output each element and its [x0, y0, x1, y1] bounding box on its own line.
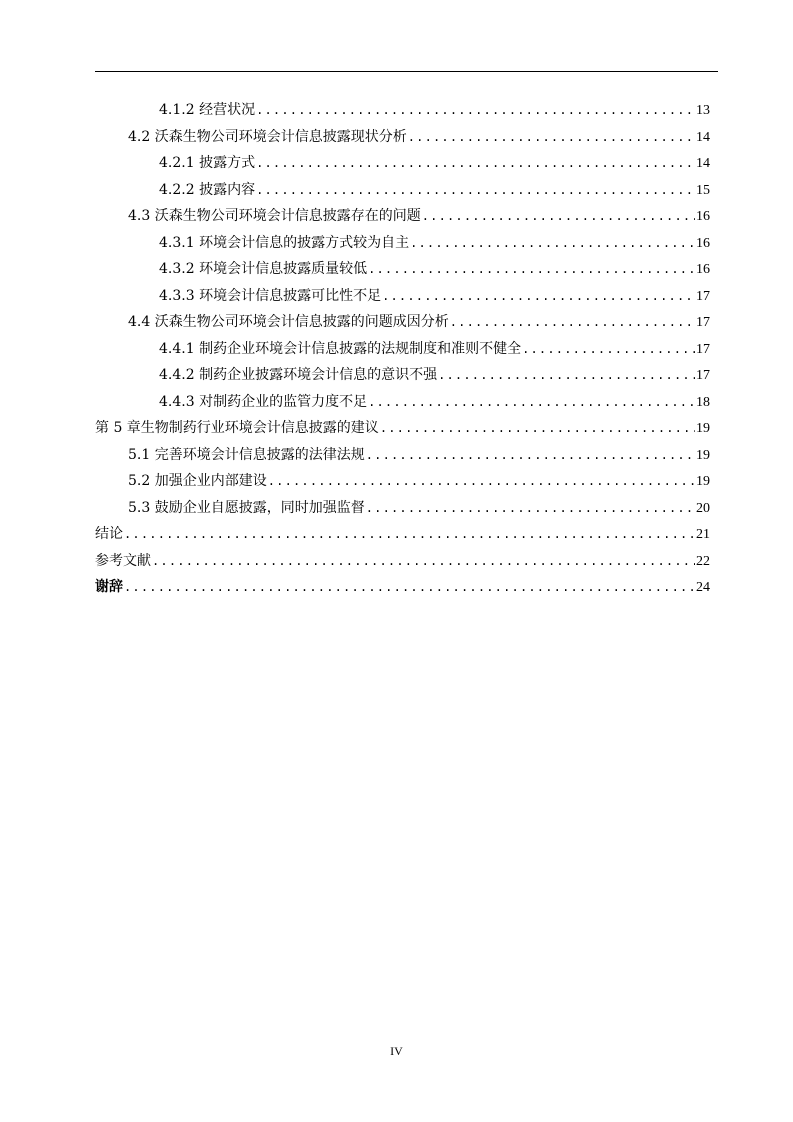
toc-entry[interactable]: [95, 574, 710, 601]
toc-entry-label: 4.4 沃森生物公司环境会计信息披露的问题成因分析: [128, 314, 449, 330]
toc-entry[interactable]: [95, 415, 710, 442]
toc-entry-label: 4.2.2 披露内容: [159, 181, 256, 198]
toc-entry-page: 14: [696, 156, 710, 171]
toc-leader-dots: [450, 309, 695, 336]
toc-entry[interactable]: [95, 548, 710, 575]
toc-entry-label: 4.3.1 环境会计信息的披露方式较为自主: [159, 234, 410, 251]
toc-entry-page: 20: [696, 500, 710, 516]
toc-entry[interactable]: [95, 150, 710, 177]
toc-entry-label: 5.1 完善环境会计信息披露的法律法规: [128, 446, 365, 463]
toc-leader-dots: [256, 97, 695, 124]
toc-entry-page: 19: [696, 474, 710, 489]
toc-entry[interactable]: [95, 177, 710, 204]
toc-leader-dots: [366, 442, 695, 469]
toc-entry-page: 17: [696, 315, 710, 330]
footer-page-number: IV: [390, 1044, 403, 1058]
toc-entry-label: 第 5 章生物制药行业环境会计信息披露的建议: [95, 420, 379, 436]
toc-entry-page: 14: [696, 129, 710, 145]
toc-leader-dots: [368, 256, 695, 283]
toc-entry-page: 19: [696, 447, 710, 463]
toc-leader-dots: [256, 150, 695, 177]
header-rule: [95, 71, 718, 72]
toc-entry[interactable]: [95, 336, 710, 363]
toc-leader-dots: [366, 495, 695, 522]
toc-entry-page: 17: [696, 368, 710, 383]
toc-entry[interactable]: [95, 230, 710, 257]
toc-entry[interactable]: [95, 442, 710, 469]
toc-entry-page: 17: [696, 288, 710, 304]
toc-entry-label: 4.3.3 环境会计信息披露可比性不足: [159, 287, 382, 304]
toc-leader-dots: [256, 177, 695, 204]
toc-leader-dots: [268, 468, 695, 495]
toc-leader-dots: [124, 521, 695, 548]
toc-entry-label: 4.2.1 披露方式: [159, 155, 256, 171]
toc-leader-dots: [410, 230, 695, 257]
toc-entry-label: 5.3 鼓励企业自愿披露，同时加强监督: [128, 499, 365, 516]
toc-entry-page: 16: [696, 209, 710, 224]
toc-entry-label: 4.2 沃森生物公司环境会计信息披露现状分析: [128, 128, 407, 145]
toc-entry[interactable]: [95, 203, 710, 230]
toc-entry[interactable]: [95, 283, 710, 310]
toc-leader-dots: [124, 574, 695, 601]
toc-entry-page: 17: [696, 341, 710, 357]
toc-entry-label: 4.3 沃森生物公司环境会计信息披露存在的问题: [128, 208, 421, 224]
toc-entry-label: 4.3.2 环境会计信息披露质量较低: [159, 261, 368, 277]
toc-entry-label: 谢辞: [95, 579, 123, 595]
toc-entry[interactable]: [95, 362, 710, 389]
toc-entry-label: 4.4.1 制药企业环境会计信息披露的法规制度和准则不健全: [159, 340, 522, 357]
toc-entry[interactable]: [95, 495, 710, 522]
toc-leader-dots: [522, 336, 695, 363]
toc-leader-dots: [368, 389, 695, 416]
toc-entry-page: 15: [696, 182, 710, 198]
toc-entry-page: 13: [696, 103, 710, 118]
toc-entry-label: 参考文献: [95, 552, 151, 569]
toc-entry-label: 4.4.3 对制药企业的监管力度不足: [159, 393, 368, 410]
toc-entry-page: 22: [696, 553, 710, 569]
toc-entry-label: 结论: [95, 526, 123, 542]
toc-entry-page: 24: [696, 580, 710, 595]
toc-entry[interactable]: [95, 389, 710, 416]
table-of-contents: [95, 97, 710, 601]
toc-leader-dots: [382, 283, 695, 310]
toc-leader-dots: [408, 124, 695, 151]
toc-entry-label: 5.2 加强企业内部建设: [128, 473, 267, 489]
toc-entry-label: 4.4.2 制药企业披露环境会计信息的意识不强: [159, 367, 438, 383]
toc-entry-label: 4.1.2 经营状况: [159, 102, 256, 118]
toc-entry[interactable]: [95, 468, 710, 495]
toc-entry[interactable]: [95, 521, 710, 548]
toc-entry[interactable]: [95, 256, 710, 283]
toc-entry-page: 21: [696, 527, 710, 542]
toc-leader-dots: [438, 362, 695, 389]
toc-entry-page: 16: [696, 262, 710, 277]
toc-entry-page: 18: [696, 394, 710, 410]
toc-leader-dots: [152, 548, 695, 575]
toc-entry-page: 16: [696, 235, 710, 251]
toc-entry[interactable]: [95, 309, 710, 336]
toc-leader-dots: [422, 203, 695, 230]
toc-entry-page: 19: [696, 421, 710, 436]
toc-entry[interactable]: [95, 97, 710, 124]
toc-entry[interactable]: [95, 124, 710, 151]
toc-leader-dots: [380, 415, 695, 442]
